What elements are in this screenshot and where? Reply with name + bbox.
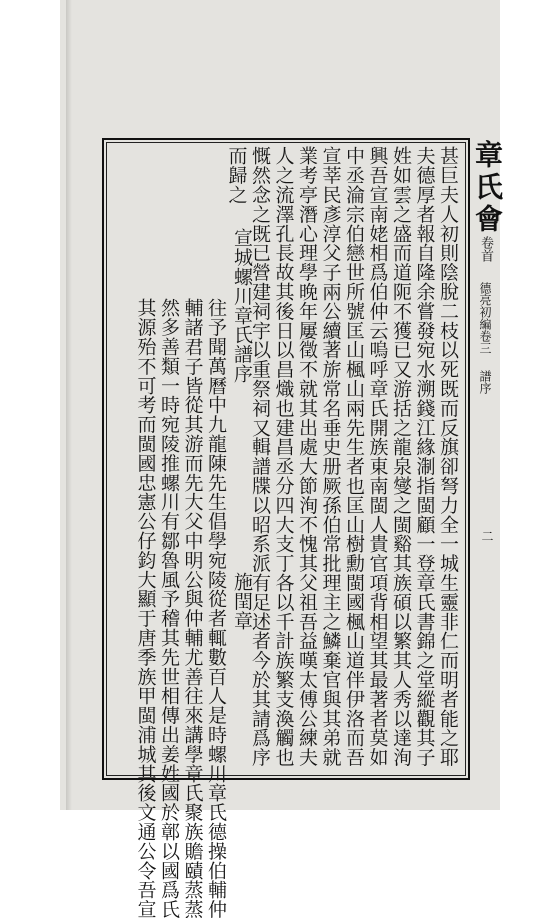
margin-volume: 卷首 [478, 236, 493, 262]
text-column: 姓如雲之盛而道阨不獲已又游括之龍泉燮之閩谿其族碩以繁其人秀以達洵 [390, 146, 412, 767]
text-column: 甚巨夫人初則陰脫二枝以死既而反旗卻弩力全一城生靈非仁而明者能之耶 [437, 146, 459, 767]
margin-section: 德亮初編卷三 [478, 282, 492, 354]
text-column: 輔諸君子皆從其游而先大父中明公與仲輔尤善往來講學章氏聚族贍賾蒸蒸 [181, 298, 204, 919]
text-column: 而歸之 [225, 146, 248, 205]
text-column: 業考亭潛心理學晚年屢徵不就其出處大節洵不愧其父祖吾益嘆太傅公練夫 [296, 146, 318, 767]
text-column: 其源殆不可考而閩國忠憲公仔鈞大顯于唐季族甲閩浦城其後文通公令吾宣 [134, 298, 157, 919]
page-gutter-shadow [66, 0, 72, 810]
text-column: 往予聞萬曆中九龍陳先生倡學宛陵從者輒數百人是時螺川章氏德操伯輔仲 [205, 298, 227, 919]
text-column: 人之流澤孔長故其後日以昌熾也建昌丞分四大支丁各以千計族繁支渙觸也 [272, 146, 295, 767]
text-column: 夫德厚者報自隆余嘗發宛水溯錢江緣淛指閩顧一登章氏書錦之堂縱觀其子 [413, 146, 436, 767]
preface-author: 施閏章 [231, 572, 253, 631]
text-column: 慨然念之既已營建祠宇以重祭祠又輯譜牒以昭系派有足述者今於其請爲序 [249, 146, 271, 767]
text-column: 然多善類一時宛陵推螺川有鄒魯風予稽其先世相傳出姜姓國於鄣以國爲氏 [158, 298, 180, 919]
text-column: 興吾宣南姥相爲伯仲云嗚呼章氏開族東南閩人貴官項背相望其最著者莫如 [366, 146, 389, 767]
margin-category: 譜序 [478, 370, 492, 394]
margin-page-number: 二 [480, 530, 494, 542]
margin-book-title: 章氏會 [471, 140, 504, 236]
text-column: 宣莘民彥淳父子兩公續著旂常名垂史册厥孫伯常批理主之鱗棄官與其弟就 [319, 146, 342, 767]
preface-title: 宣城螺川章氏譜序 [231, 228, 253, 384]
margin-strip [466, 142, 470, 776]
text-column: 中丞淪宗伯戀世所號匡山楓山兩先生者也匡山樹勳閩國楓山道伴伊洛而吾 [343, 146, 365, 767]
